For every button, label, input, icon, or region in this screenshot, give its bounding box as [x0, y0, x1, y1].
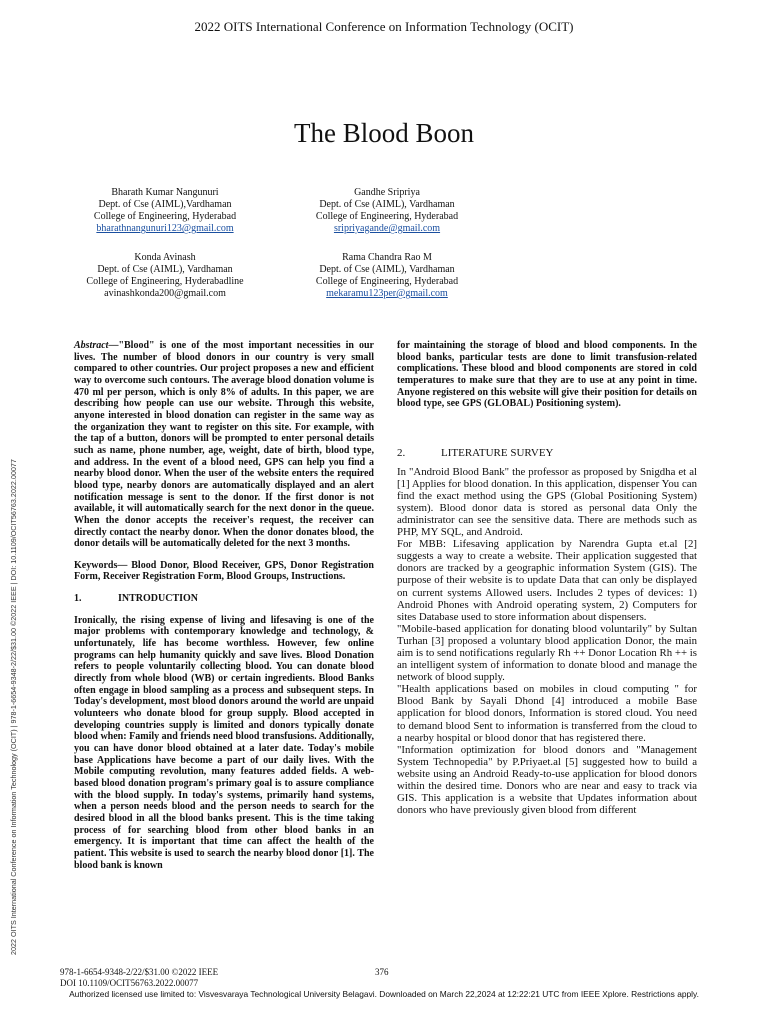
author-block-4 — [267, 252, 507, 300]
abstract-label: Abstract — [74, 340, 109, 351]
author-college: College of Engineering, Hyderabad — [315, 211, 459, 222]
conference-header: 2022 OITS International Conference on Information Technology (OCIT) — [194, 19, 574, 34]
author-block-1 — [45, 187, 285, 235]
left-column — [74, 340, 374, 871]
literature-paragraph: For MBB: Lifesaving application by Narendra Gupta et.al [2] suggests a way to create a website. Their application suggested that donors are tracked by a geographic information System (GIS). The purpose of their website is to update Data that can only be displayed on current systems Allowed users. Includes 2 types of devices: 1) Android Phones with Android operating system, 2) Computers for sites Database used to store information about dispensers. — [397, 538, 697, 623]
author-college: College of Engineering, Hyderabadline — [86, 276, 244, 287]
author-email-link[interactable]: bharathnangunuri123@gmail.com — [96, 223, 234, 234]
abstract-text: "Blood" is one of the most important necessities in our lives. The number of blood donors in our country is very small compared to other countries. Our project proposes a new and efficient way to overcome such contours. The average blood donation volume is 470 ml per person, which is only 8% of adults. In this paper, we are describing how people can use our website. Through this website, anyone interested in blood donation can register in the same way as the organization they want to register on this site. For example, with the tap of a button, donors will be prompted to enter personal details such as name, phone number, age, weight, date of birth, blood type, and address. In the event of a blood need, GPS can help you find a nearby blood donor. When the user of the website enters the required blood type, nearby donors are automatically displayed and an alert notification message is sent to the donor. If the first donor is not available, it will automatically search for the next donor in the queue. When the donor accepts the receiver's request, the receiver can directly contact the nearby donor. When the donor donates blood, the donor details will be automatically deleted for the next 3 months. — [74, 340, 374, 550]
literature-paragraph: "Mobile-based application for donating blood voluntarily" by Sultan Turhan [3] proposed a voluntary blood application Donor, the main aim is to send notifications regularly Rh ++ Donor Location Rh ++ is an intelligent system of information to donate blood and manage the network of blood supply. — [397, 622, 697, 684]
author-email-link[interactable]: mekaramu123per@gmail.com — [326, 288, 448, 299]
author-college: College of Engineering, Hyderabad — [93, 211, 237, 222]
introduction-continuation: for maintaining the storage of blood and blood components. In the blood banks, particular tests are done to limit transfusion-related complications. These blood and blood components are stored in cold temperatures to make sure that they are to use at any point in time. Anyone registered on this website will give their position for details on blood type, see GPS (GLOBAL) Positioning system). — [397, 340, 697, 410]
footer-isbn: 978-1-6654-9348-2/22/$31.00 ©2022 IEEE — [60, 967, 219, 977]
author-block-2 — [267, 187, 507, 235]
author-block-3 — [45, 252, 285, 300]
authorized-use-notice: Authorized licensed use limited to: Visvesvaraya Technological University Belagavi. Downloaded on March 22,2024 at 12:22:21 UTC from IEEE Xplore. Restrictions apply. — [69, 989, 699, 999]
author-name: Konda Avinash — [134, 252, 196, 263]
author-dept: Dept. of Cse (AIML), Vardhaman — [319, 199, 455, 210]
keywords-paragraph — [74, 560, 374, 583]
author-email: avinashkonda200@gmail.com — [104, 288, 226, 299]
abstract-dash: — — [108, 340, 119, 351]
author-name: Rama Chandra Rao M — [342, 252, 432, 263]
author-dept: Dept. of Cse (AIML), Vardhaman — [319, 264, 455, 275]
author-college: College of Engineering, Hyderabad — [315, 276, 459, 287]
literature-paragraph: "Health applications based on mobiles in cloud computing " for Blood Bank by Sayali Dhond [4] introduced a mobile Base application for blood donors, Information is stored cloud. You need to demand blood Sent to information is transferred from the cloud to a nearby hospital or blood donor that has registered there. — [397, 683, 697, 744]
section-heading-literature-survey — [397, 448, 697, 460]
section-number: 1. — [74, 593, 82, 605]
author-email-link[interactable]: sripriyagande@gmail.com — [333, 223, 441, 234]
paper-title: The Blood Boon — [294, 118, 474, 148]
abstract-paragraph — [74, 340, 374, 550]
literature-survey-body — [397, 466, 697, 817]
side-citation-text: 2022 OITS International Conference on Information Technology (OCIT) | 978-1-6654-9348-2/22/$31.00 ©2022 IEEE | DOI: 10.1109/OCIT56763.2022.00077 — [9, 459, 18, 955]
literature-paragraph: In "Android Blood Bank" the professor as proposed by Snigdha et al [1] Applies for blood donation. In this application, dispenser You can find the exact method using the GPS (Global Positioning System) system). Blood donor data is stored as personal data Only the administrator can see the sensitive data. There are methods such as PHP, MY SQL, and Android. — [397, 465, 697, 539]
author-dept: Dept. of Cse (AIML), Vardhaman — [97, 264, 233, 275]
section-number: 2. — [397, 446, 406, 459]
author-name: Gandhe Sripriya — [354, 187, 420, 198]
keywords-text: — Blood Donor, Blood Receiver, GPS, Donor Registration Form, Receiver Registration Form, Blood Groups, Instructions. — [74, 559, 374, 583]
keywords-label: Keywords — [74, 559, 118, 571]
right-column — [397, 340, 697, 816]
section-title: LITERATURE SURVEY — [441, 446, 554, 459]
footer-doi: DOI 10.1109/OCIT56763.2022.00077 — [60, 978, 199, 988]
footer-publication-info — [60, 967, 218, 989]
page-number: 376 — [375, 967, 389, 977]
author-name: Bharath Kumar Nangunuri — [111, 187, 219, 198]
literature-paragraph: "Information optimization for blood donors and "Management System Technopedia" by P.Priyaet.al [5] suggested how to build a website using an Android Ready-to-use application for blood donors within the desired time. Donors who are near and easy to track via GIS. This application is a website that Updates information about donors who have previously given blood from different — [397, 743, 697, 817]
introduction-paragraph: Ironically, the rising expense of living and lifesaving is one of the major problems with contemporary knowledge and technology, & unfortunately, life has become worthless. However, few online programs can help humanity quickly and save lives. Blood Donation refers to people voluntarily collecting blood. You can donate blood directly from whole blood (WB) or certain ingredients. Blood Banks often engage in blood sampling as a process and subsequent steps. In Today's development, most blood donors around the world are unpaid volunteers who donate blood for group supply. Blood accepted in developing countries supply is limited and donors typically donate blood when: Family and friends need blood transfusions. Additionally, you can have donor blood obtained at a later date. Today's mobile base Applications have become a part of our daily lives. With the Mobile computing revolution, many features added fields. A web-based blood donation program's primary goal is to assure compliance with the blood supply. In today's systems, primarily hand systems, when a person needs blood and the person needs to search for the desired blood in all the blood banks present. This is the time taking process of for searching blood from other blood banks in an emergency. It is important that time can affect the health of the patient. This website is used to search the nearby blood donor [1]. The blood bank is known — [74, 614, 374, 871]
section-title: INTRODUCTION — [118, 593, 199, 605]
section-heading-introduction — [74, 593, 374, 605]
author-dept: Dept. of Cse (AIML),Vardhaman — [98, 199, 232, 210]
